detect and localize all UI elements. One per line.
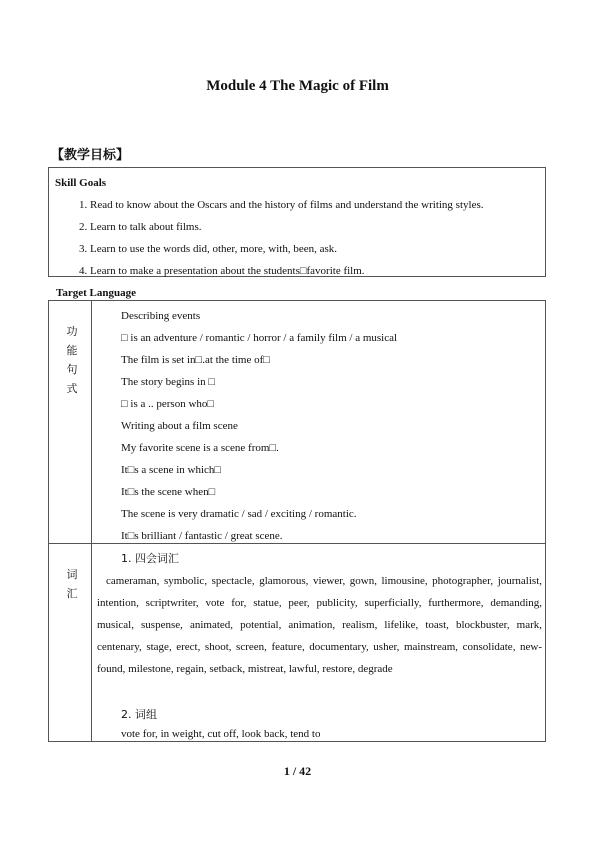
- section-heading: 【教学目标】: [51, 148, 130, 163]
- function-line: My favorite scene is a scene from□.: [121, 442, 279, 454]
- function-line: It□s brilliant / fantastic / great scene.: [121, 530, 283, 542]
- function-line: It□s a scene in which□: [121, 464, 222, 476]
- skill-goal-item: 4. Learn to make a presentation about the students□favorite film.: [79, 265, 365, 277]
- page-number: 1 / 42: [283, 764, 312, 778]
- function-line: Writing about a film scene: [121, 420, 238, 432]
- functions-label: 功 能 句 式: [66, 325, 78, 395]
- function-line: The story begins in □: [121, 376, 216, 388]
- skill-goal-item: 2. Learn to talk about films.: [79, 221, 202, 233]
- page-title: Module 4 The Magic of Film: [206, 78, 389, 94]
- function-line: □ is a .. person who□: [121, 398, 215, 410]
- skill-goals-heading: Skill Goals: [55, 177, 107, 189]
- phrases-list: vote for, in weight, cut off, look back, tend to: [121, 728, 321, 740]
- function-line: It□s the scene when□: [121, 486, 216, 498]
- skill-goal-item: 1. Read to know about the Oscars and the history of films and understand the writing styles.: [79, 199, 484, 211]
- function-line: □ is an adventure / romantic / horror / a family film / a musical: [121, 332, 398, 344]
- function-line: The film is set in□.at the time of□: [121, 354, 270, 366]
- phrases-heading: 2. 词组: [121, 708, 157, 721]
- vocabulary-heading: 1. 四会词汇: [121, 552, 179, 565]
- skill-goal-item: 3. Learn to use the words did, other, more, with, been, ask.: [79, 243, 337, 255]
- vocabulary-words: cameraman, symbolic, spectacle, glamorous, viewer, gown, limousine, photographer, journalist, intention, scriptwriter, vote for, statue, peer, publicity, superficially, furthermore, demanding, musical, suspense, animated, potential, animation, realism, lifelike, toast, blockbuster, mark, centenary, stage, erect, shoot, screen, feature, documentary, usher, mainstream, consolidate, new-found, milestone, regain, setback, mistreat, lawful, restore, degrade: [97, 575, 542, 675]
- row-divider: [49, 543, 545, 544]
- target-language-label: Target Language: [56, 287, 136, 299]
- target-language-table: [48, 300, 546, 742]
- skill-goals-box: [48, 167, 546, 277]
- column-divider: [91, 301, 92, 741]
- function-line: The scene is very dramatic / sad / exciting / romantic.: [121, 508, 357, 520]
- vocabulary-label: 词 汇: [66, 568, 78, 600]
- function-line: Describing events: [121, 310, 201, 322]
